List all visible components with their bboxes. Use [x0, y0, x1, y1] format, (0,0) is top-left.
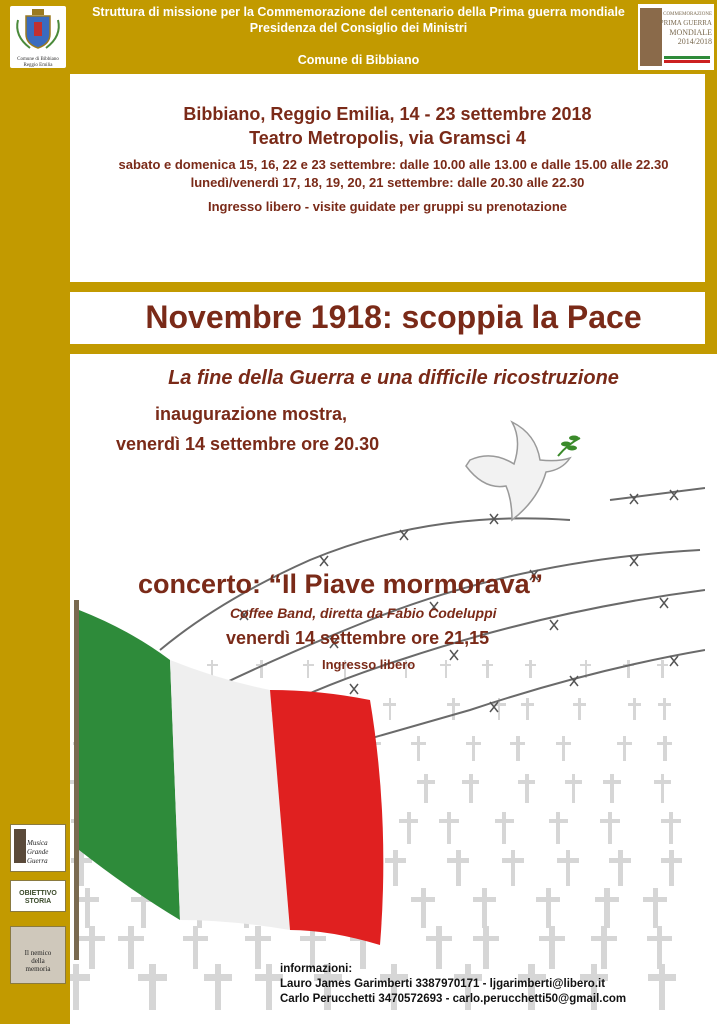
musician-icon — [14, 829, 26, 863]
grave-cross-icon — [407, 812, 411, 844]
event-entry: Ingresso libero - visite guidate per gruppi su prenotazione — [208, 199, 567, 214]
grave-cross-icon — [266, 964, 272, 1010]
divider-band — [70, 344, 717, 354]
nemico-logo-text — [13, 949, 63, 973]
barbed-wire-strand — [610, 488, 705, 500]
grave-cross-arm — [411, 897, 435, 902]
grave-cross-icon — [525, 774, 529, 803]
centenary-logo-text — [656, 10, 712, 46]
concert-datetime: venerdì 14 settembre ore 21,15 — [226, 628, 490, 648]
grave-cross-arm — [647, 936, 673, 942]
logo-text-line: Il nemico — [24, 949, 52, 957]
flag-bar-green — [664, 56, 710, 59]
grave-cross-arm — [447, 858, 469, 863]
grave-cross-arm — [399, 819, 418, 823]
grave-cross-icon — [653, 888, 658, 928]
musica-logo-text — [27, 839, 65, 866]
event-hours-weekdays: lunedì/venerdì 17, 18, 19, 20, 21 settembre: dalle 20.30 alle 22.30 — [190, 175, 585, 190]
grave-cross-arm — [565, 780, 582, 784]
grave-cross-arm — [661, 858, 683, 863]
event-venue: Teatro Metropolis, via Gramsci 4 — [249, 128, 526, 148]
grave-cross-icon — [549, 926, 555, 969]
obiettivo-storia-logo — [10, 880, 66, 912]
grave-cross-arm — [204, 974, 232, 980]
logo-text-line: memoria — [25, 965, 51, 973]
info-contact-2: Carlo Perucchetti 3470572693 - carlo.perucchetti50@gmail.com — [280, 993, 627, 1005]
grave-cross-arm — [138, 974, 166, 980]
grave-cross-icon — [469, 774, 473, 803]
header-line-3: Comune di Bibbiano — [297, 53, 420, 67]
grave-cross-icon — [456, 850, 461, 886]
grave-cross-arm — [473, 936, 499, 942]
grave-cross-arm — [557, 858, 579, 863]
grave-cross-icon — [608, 812, 612, 844]
grave-cross-arm — [595, 897, 619, 902]
logo-text-line: COMMEMORAZIONE — [663, 12, 712, 17]
grave-cross-icon — [436, 926, 442, 969]
grave-cross-icon — [669, 812, 673, 844]
grave-cross-arm — [539, 936, 565, 942]
musica-grande-guerra-logo — [10, 824, 66, 872]
grave-cross-icon — [511, 850, 516, 886]
grave-cross-icon — [483, 926, 489, 969]
event-hours-weekend: sabato e domenica 15, 16, 22 e 23 settembre: dalle 10.00 alle 13.00 e dalle 15.00 alle 22.30 — [118, 157, 669, 172]
grave-cross-arm — [473, 897, 497, 902]
grave-cross-icon — [447, 812, 451, 844]
logo-text-line: 2014/2018 — [677, 37, 712, 46]
grave-cross-icon — [149, 964, 155, 1010]
grave-cross-arm — [591, 936, 617, 942]
logo-text-line: Grande Guerra — [27, 848, 49, 865]
exhibit-title: Novembre 1918: scoppia la Pace — [145, 299, 642, 335]
grave-cross-icon — [421, 888, 426, 928]
grave-cross-arm — [549, 819, 568, 823]
info-contact-1: Lauro James Garimberti 3387970171 - ljgarimberti@libero.it — [280, 978, 606, 990]
italian-flag-illustration — [70, 600, 400, 960]
grave-cross-arm — [648, 974, 676, 980]
grave-cross-icon — [556, 812, 560, 844]
grave-cross-arm — [603, 780, 620, 784]
grave-cross-arm — [495, 819, 514, 823]
grave-cross-arm — [502, 858, 524, 863]
crest-caption-line: Reggio Emilia — [23, 63, 53, 68]
grave-cross-icon — [659, 964, 665, 1010]
grave-cross-arm — [70, 974, 90, 980]
flag-stripe-green — [79, 610, 180, 920]
grave-cross-icon — [604, 888, 609, 928]
grave-cross-icon — [618, 850, 623, 886]
grave-cross-arm — [439, 819, 458, 823]
grave-cross-icon — [566, 850, 571, 886]
info-label: informazioni: — [280, 963, 353, 975]
flagpole — [74, 600, 79, 960]
logo-text-line: PRIMA GUERRA — [659, 19, 712, 27]
grave-cross-icon — [73, 964, 79, 1010]
grave-cross-icon — [215, 964, 221, 1010]
flag-bar-red — [664, 60, 710, 63]
grave-cross-arm — [661, 819, 680, 823]
grave-cross-arm — [654, 780, 671, 784]
header-line-2: Presidenza del Consiglio dei Ministri — [249, 21, 468, 35]
concert-entry: Ingresso libero — [322, 657, 416, 672]
grave-cross-icon — [661, 774, 665, 803]
grave-cross-icon — [572, 774, 576, 803]
divider-band — [70, 282, 705, 292]
centenary-logo — [638, 4, 714, 70]
grave-cross-arm — [255, 974, 283, 980]
exhibit-subtitle: La fine della Guerra e una difficile ricostruzione — [168, 367, 619, 389]
grave-cross-icon — [546, 888, 551, 928]
crest-caption-line: Comune di Bibbiano — [17, 57, 59, 62]
grave-cross-arm — [600, 819, 619, 823]
grave-cross-icon — [601, 926, 607, 969]
grave-cross-arm — [643, 897, 667, 902]
grave-cross-arm — [609, 858, 631, 863]
grave-cross-arm — [462, 780, 479, 784]
grave-cross-arm — [426, 936, 452, 942]
grave-cross-icon — [502, 812, 506, 844]
exhibit-opening-line-1: inaugurazione mostra, — [155, 404, 348, 424]
header-line-1: Struttura di missione per la Commemorazione del centenario della Prima guerra mondiale — [92, 5, 625, 19]
exhibit-opening-line-2: venerdì 14 settembre ore 20.30 — [116, 434, 380, 454]
logo-text-line: della — [31, 957, 45, 965]
grave-cross-icon — [424, 774, 428, 803]
grave-cross-arm — [518, 780, 535, 784]
grave-cross-arm — [417, 780, 434, 784]
concert-title: concerto: “Il Piave mormorava” — [138, 569, 544, 599]
grave-cross-icon — [610, 774, 614, 803]
nemico-memoria-logo — [10, 926, 66, 984]
logo-text-line: Musica — [27, 839, 48, 847]
concert-band: Coffee Band, diretta da Fabio Codeluppi — [230, 605, 497, 621]
logo-text-line: MONDIALE — [669, 28, 712, 37]
dove-icon — [462, 420, 582, 530]
right-strip — [705, 74, 717, 292]
grave-cross-icon — [669, 850, 674, 886]
event-place-date: Bibbiano, Reggio Emilia, 14 - 23 settembre 2018 — [183, 104, 592, 124]
grave-cross-icon — [657, 926, 663, 969]
logo-text-line: OBIETTIVO STORIA — [19, 890, 57, 905]
grave-cross-arm — [536, 897, 560, 902]
grave-cross-icon — [482, 888, 487, 928]
